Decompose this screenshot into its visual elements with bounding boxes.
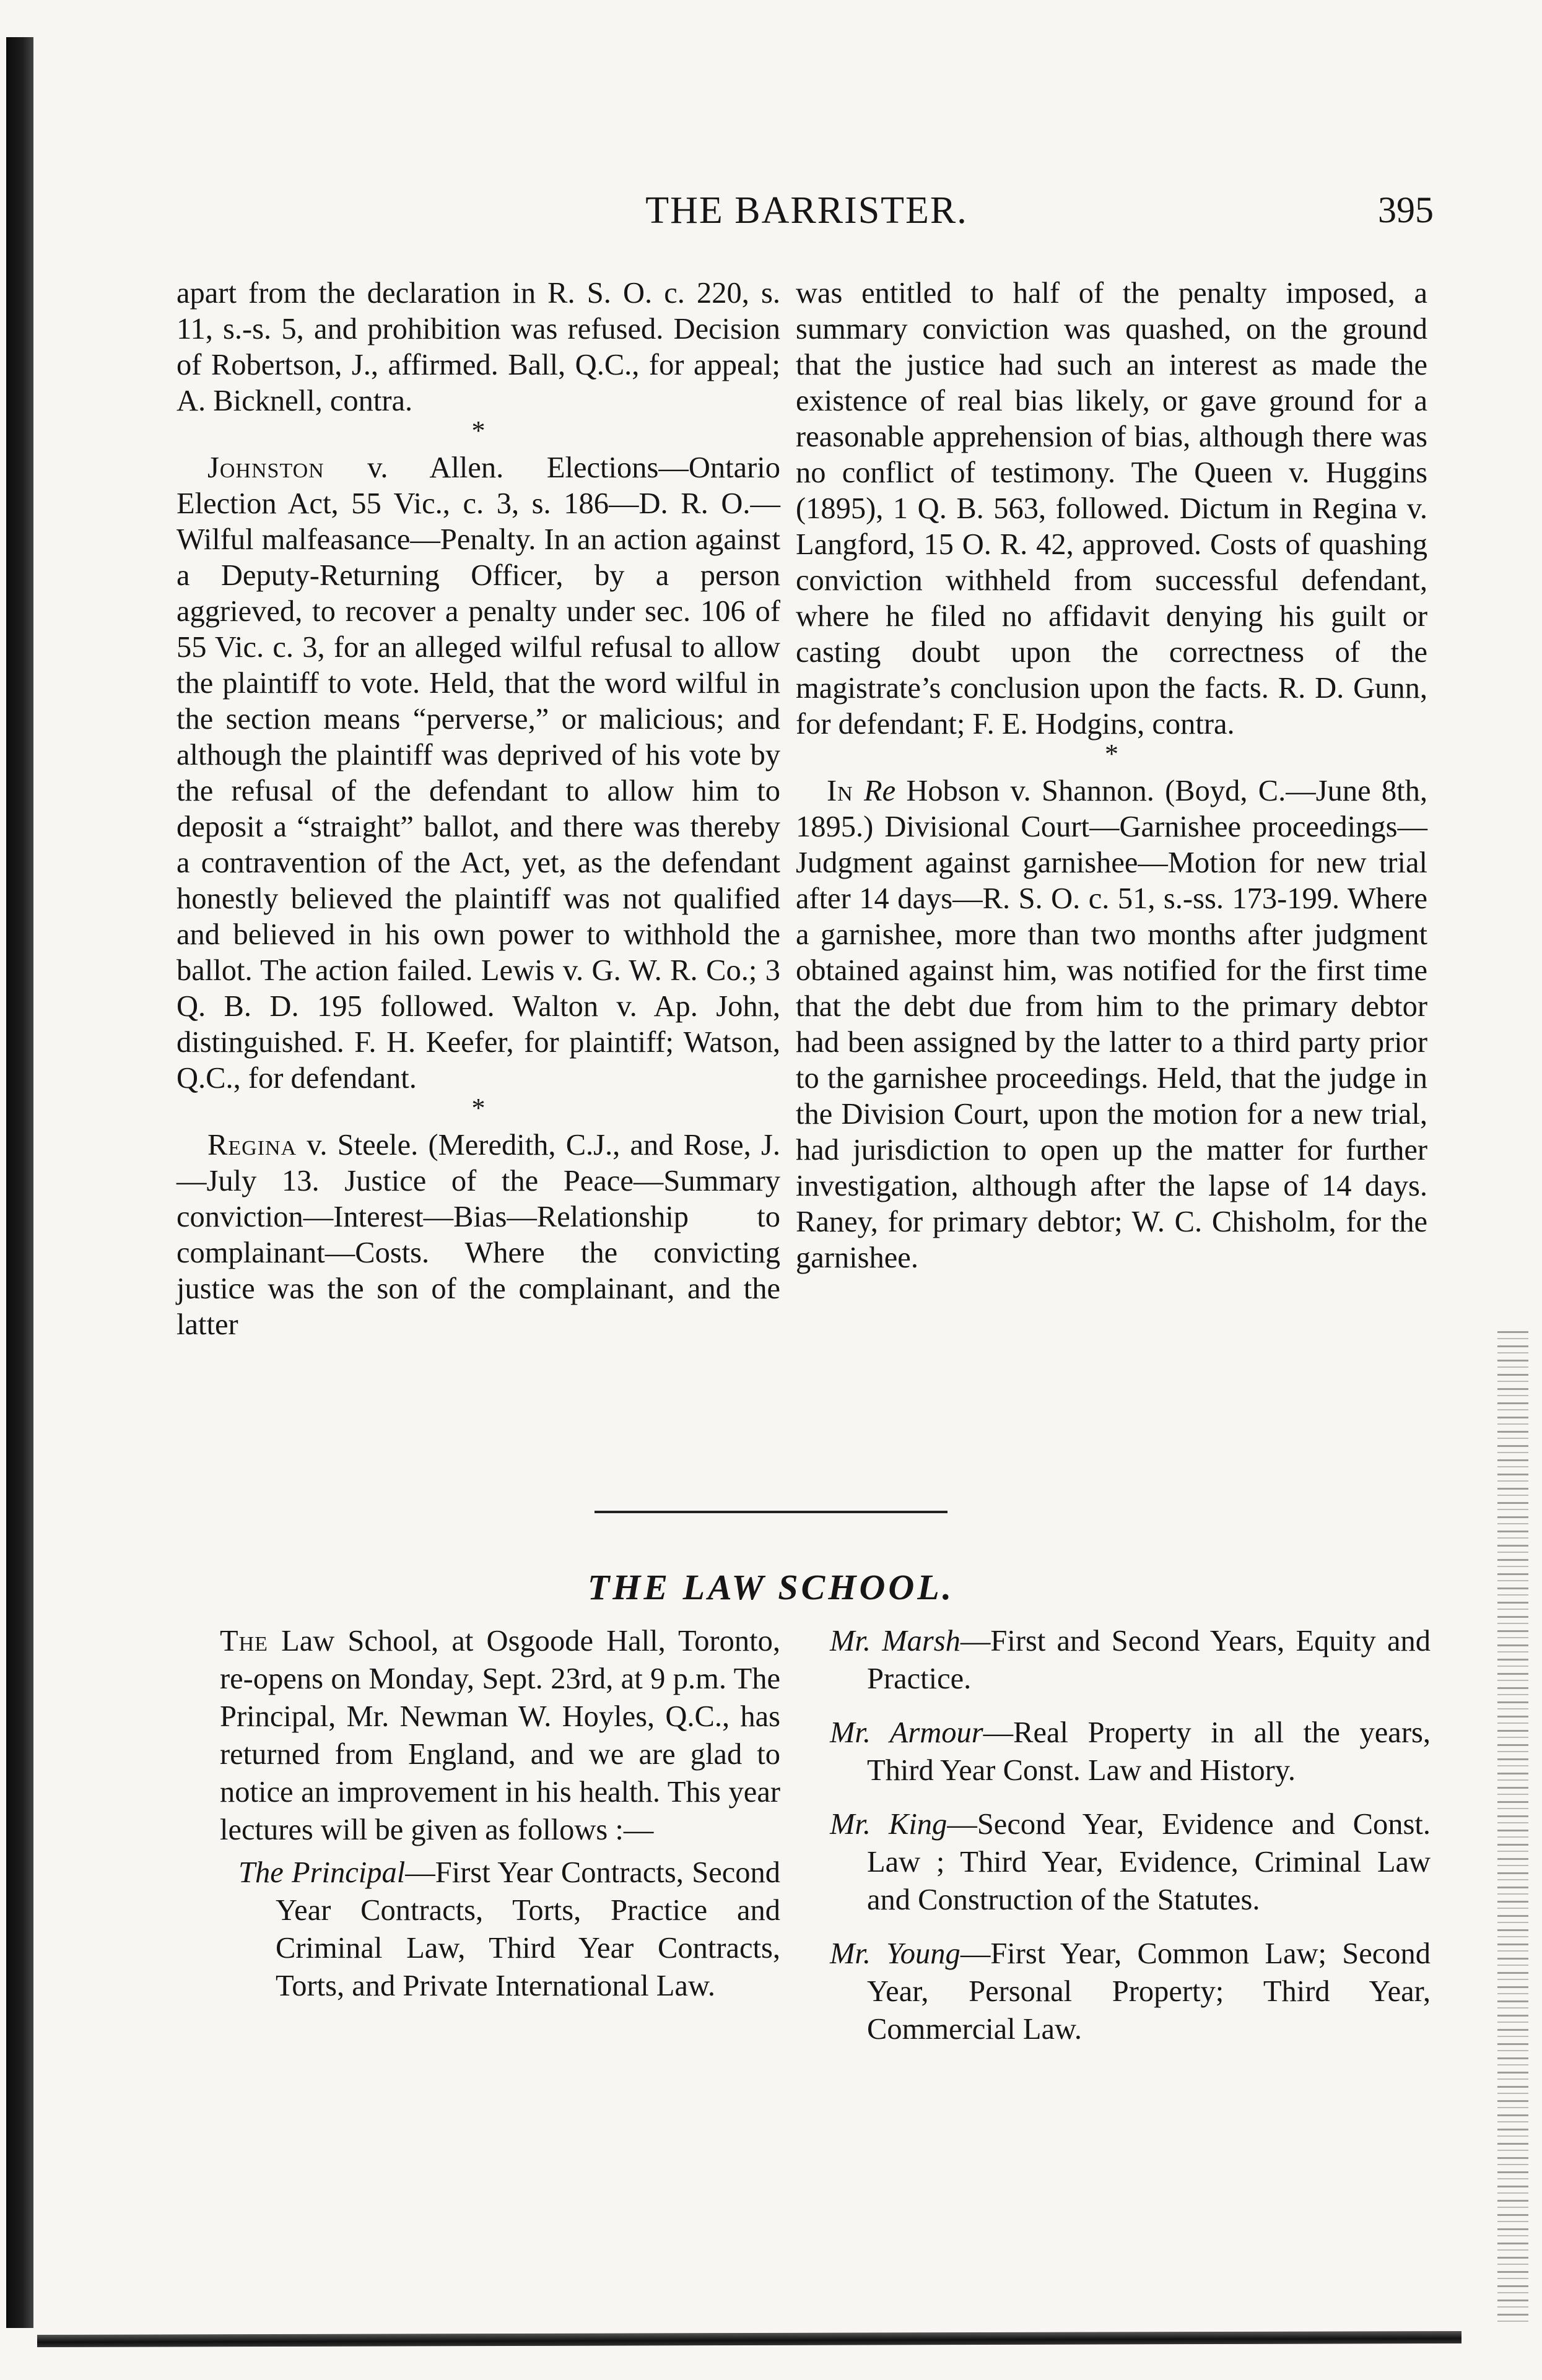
lecturer-entry (830, 1805, 1431, 1919)
law-school-left (220, 1622, 780, 2021)
lecturer-role: Mr. King (830, 1808, 947, 1841)
page-number: 395 (1378, 189, 1434, 230)
lecturer-subjects: —First and Second Years, Equity and Practice. (867, 1625, 1431, 1695)
case-prefix: In (827, 775, 853, 807)
intro-lead: The (220, 1625, 268, 1657)
lecturer-role: The Principal (238, 1856, 406, 1889)
lecturer-entry (830, 1622, 1431, 1698)
law-school-intro (220, 1622, 780, 1849)
case-name: Regina (207, 1129, 297, 1162)
lecturer-role: Mr. Marsh (830, 1625, 960, 1657)
case-paragraph (796, 773, 1427, 1276)
case-paragraph (176, 450, 780, 1097)
scan-edge-bottom (37, 2331, 1461, 2347)
lecturer-subjects: —First Year Contracts, Second Year Contracts, Torts, Practice and Criminal Law, Third Year Contracts, Torts, and Private International Law. (276, 1856, 780, 2002)
section-title: THE LAW SCHOOL. (587, 1567, 955, 1607)
lecturer-role: Mr. Young (830, 1937, 960, 1970)
law-school-right (830, 1622, 1431, 2064)
case-body: Hobson v. Shannon. (Boyd, C.—June 8th, 1895.) Divisional Court—Garnishee proceedings—Judgment against garnishee—Motion for new trial after 14 days—R. S. O. c. 51, s.-ss. 173-199. Where a garnishee, more than two months after judgment obtained against him, was notified for the first time that the debt due from him to the primary debtor had been assigned by the latter to a third party prior to the garnishee proceedings. Held, that the judge in the Division Court, upon the motion for a new trial, had jurisdiction to open up the matter for further investigation, although after the lapse of 14 days. Raney, for primary debtor; W. C. Chisholm, for the garnishee. (796, 775, 1428, 1274)
section-divider (595, 1511, 947, 1513)
section-separator: * (1105, 739, 1118, 769)
lecturer-entry (830, 1935, 1431, 2048)
lecturer-subjects: —First Year, Common Law; Second Year, Personal Property; Third Year, Commercial Law. (867, 1937, 1431, 2046)
scan-noise-right (1497, 1331, 1528, 2322)
lecturer-entry (830, 1714, 1431, 1789)
case-paragraph: was entitled to half of the penalty imposed, a summary conviction was quashed, on the ground that the justice had such an interest as made the existence of real bias likely, or gave ground for a reasonable apprehension of bias, although there was no conflict of testimony. The Queen v. Huggins (1895), 1 Q. B. 563, followed. Dictum in Regina v. Langford, 15 O. R. 42, approved. Costs of quashing conviction withheld from successful defendant, where he filed no affidavit denying his guilt or casting doubt upon the correctness of the magistrate’s conclusion upon the facts. R. D. Gunn, for defendant; F. E. Hodgins, contra. (796, 277, 1427, 740)
lecturer-subjects: —Second Year, Evidence and Const. Law ; Third Year, Evidence, Criminal Law and Construction of the Statutes. (867, 1808, 1431, 1916)
section-separator: * (471, 1093, 486, 1123)
section-separator: * (471, 415, 486, 446)
running-title: THE BARRISTER. (645, 189, 968, 232)
page-header (180, 189, 1434, 245)
left-column (176, 276, 780, 1343)
case-body: v. Steele. (Meredith, C.J., and Rose, J.—July 13. Justice of the Peace—Summary conviction—Interest—Bias—Relationship to complainant—Costs. Where the convicting justice was the son of the complainant, and the latter (176, 1129, 780, 1341)
case-paragraph (176, 1127, 780, 1343)
case-name: Johnston (207, 451, 325, 484)
lecturer-role: Mr. Armour (830, 1716, 983, 1749)
scan-edge-left (6, 37, 33, 2328)
case-body: v. Allen. Elections—Ontario Election Act, 55 Vic., c. 3, s. 186—D. R. O.—Wilful malfeasance—Penalty. In an action against a Deputy-Returning Officer, by a person aggrieved, to recover a penalty under sec. 106 of 55 Vic. c. 3, for an alleged wilful refusal to allow the plaintiff to vote. Held, that the word wilful in the section means “perverse,” or malicious; and although the plaintiff was deprived of his vote by the refusal of the defendant to allow him to deposit a “straight” ballot, and there was thereby a contravention of the Act, yet, as the defendant honestly believed the plaintiff was not qualified and believed in his own power to withhold the ballot. The action failed. Lewis v. G. W. R. Co.; 3 Q. B. D. 195 followed. Walton v. Ap. John, distinguished. F. H. Keefer, for plaintiff; Watson, Q.C., for defendant. (176, 451, 780, 1095)
lecturer-subjects: —Real Property in all the years, Third Year Const. Law and History. (867, 1716, 1431, 1787)
right-column (796, 276, 1427, 1276)
lecturer-entry (238, 1854, 780, 2005)
case-paragraph: apart from the declaration in R. S. O. c. 220, s. 11, s.-s. 5, and prohibition was refused. Decision of Robertson, J., affirmed. Ball, Q.C., for appeal; A. Bicknell, contra. (176, 277, 780, 417)
intro-body: Law School, at Osgoode Hall, Toronto, re-opens on Monday, Sept. 23rd, at 9 p.m. The Principal, Mr. Newman W. Hoyles, Q.C., has returned from England, and we are glad to notice an improvement in his health. This year lectures will be given as follows :— (220, 1625, 780, 1846)
case-re: Re (863, 775, 896, 807)
